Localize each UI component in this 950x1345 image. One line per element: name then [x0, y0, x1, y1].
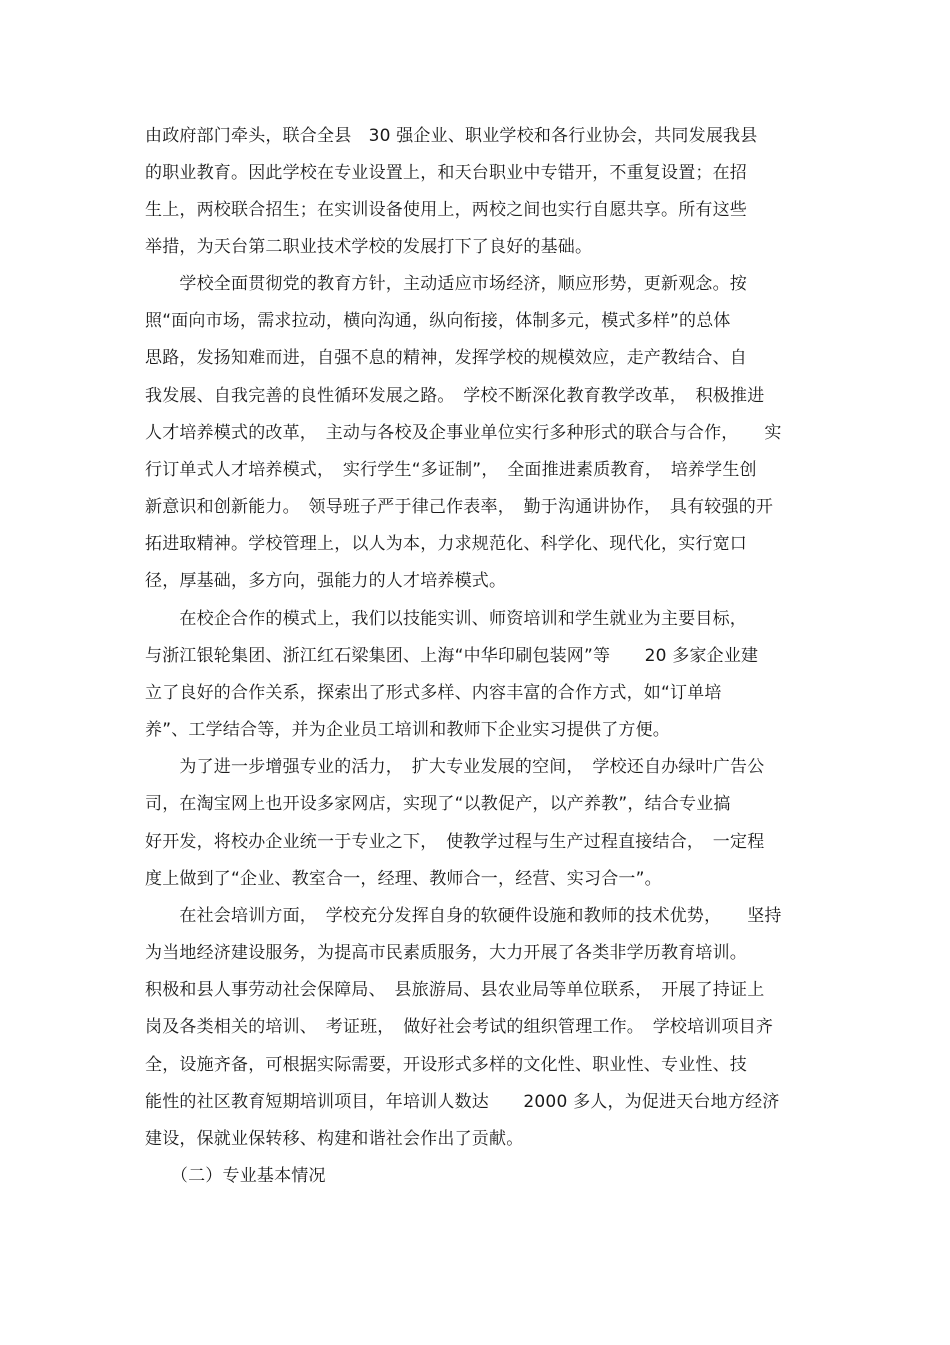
text-line: 的职业教育。因此学校在专业设置上，和天台职业中专错开，不重复设置；在招: [145, 163, 747, 183]
text-line: 立了良好的合作关系，探索出了形式多样、内容丰富的合作方式，如“订单培: [145, 683, 722, 703]
text-line: 岗及各类相关的培训、 考证班， 做好社会考试的组织管理工作。 学校培训项目齐: [145, 1017, 774, 1037]
text-line: 生上，两校联合招生；在实训设备使用上，两校之间也实行自愿共享。所有这些: [145, 200, 747, 220]
text-line: 积极和县人事劳动社会保障局、 县旅游局、县农业局等单位联系， 开展了持证上: [145, 980, 765, 1000]
text-line: 行订单式人才培养模式， 实行学生“多证制”， 全面推进素质教育， 培养学生创: [145, 460, 757, 480]
text-line: 度上做到了“企业、教室合一，经理、教师合一，经营、实习合一”。: [145, 869, 662, 889]
text-line: 学校全面贯彻党的教育方针，主动适应市场经济，顺应形势，更新观念。按: [145, 274, 747, 294]
text-line: 好开发，将校办企业统一于专业之下， 使教学过程与生产过程直接结合， 一定程: [145, 832, 765, 852]
text-line: 养”、工学结合等，并为企业员工培训和教师下企业实习提供了方便。: [145, 720, 671, 740]
text-line: 举措，为天台第二职业技术学校的发展打下了良好的基础。: [145, 237, 593, 257]
text-line: 司，在淘宝网上也开设多家网店，实现了“以教促产，以产养教”，结合专业搞: [145, 794, 731, 814]
text-line: 人才培养模式的改革， 主动与各校及企事业单位实行多种形式的联合与合作， 实: [145, 423, 782, 443]
text-line: 建设，保就业保转移、构建和谐社会作出了贡献。: [145, 1129, 524, 1149]
text-line: 为了进一步增强专业的活力， 扩大专业发展的空间， 学校还自办绿叶广告公: [145, 757, 765, 777]
text-line: 照“面向市场，需求拉动，横向沟通，纵向衔接，体制多元，模式多样”的总体: [145, 311, 731, 331]
text-line: 为当地经济建设服务，为提高市民素质服务，大力开展了各类非学历教育培训。: [145, 943, 747, 963]
text-line: 径，厚基础，多方向，强能力的人才培养模式。: [145, 571, 507, 591]
text-line: 在社会培训方面， 学校充分发挥自身的软硬件设施和教师的技术优势， 坚持: [145, 906, 782, 926]
text-line: 我发展、自我完善的良性循环发展之路。 学校不断深化教育教学改革， 积极推进: [145, 386, 765, 406]
text-line: 全，设施齐备，可根据实际需要，开设形式多样的文化性、职业性、专业性、技: [145, 1055, 747, 1075]
text-line: 新意识和创新能力。 领导班子严于律己作表率， 勤于沟通讲协作， 具有较强的开: [145, 497, 774, 517]
section-heading: （二）专业基本情况: [145, 1166, 326, 1186]
text-line: 与浙江银轮集团、浙江红石梁集团、上海“中华印刷包装网”等 20 多家企业建: [145, 646, 759, 666]
text-line: 在校企合作的模式上，我们以技能实训、师资培训和学生就业为主要目标，: [145, 609, 747, 629]
text-line: 拓进取精神。学校管理上，以人为本，力求规范化、科学化、现代化，实行宽口: [145, 534, 747, 554]
text-line: 能性的社区教育短期培训项目，年培训人数达 2000 多人，为促进天台地方经济: [145, 1092, 780, 1112]
text-line: 由政府部门牵头，联合全县 30 强企业、职业学校和各行业协会，共同发展我县: [145, 126, 758, 146]
text-line: 思路，发扬知难而进，自强不息的精神，发挥学校的规模效应，走产教结合、自: [145, 348, 747, 368]
